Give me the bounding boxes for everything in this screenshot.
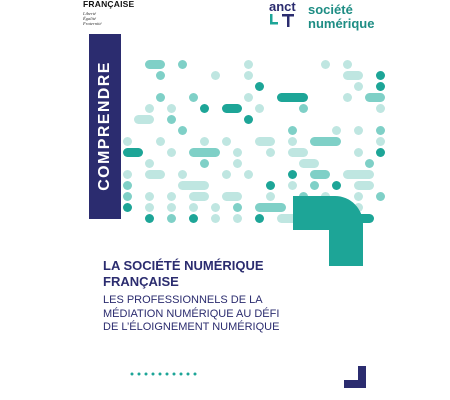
pattern-dot bbox=[211, 214, 220, 223]
pattern-dot bbox=[244, 93, 253, 102]
pattern-dot bbox=[332, 181, 341, 190]
pattern-dot bbox=[354, 82, 363, 91]
pattern-dot bbox=[145, 192, 154, 201]
anct-wordmark bbox=[308, 3, 374, 31]
pattern-capsule bbox=[310, 137, 341, 146]
pattern-dot bbox=[167, 192, 176, 201]
republic-motto bbox=[83, 11, 153, 26]
pattern-dot bbox=[244, 60, 253, 69]
pattern-dot bbox=[365, 159, 374, 168]
pattern-dot bbox=[354, 126, 363, 135]
pattern-dot bbox=[255, 82, 264, 91]
pattern-dot bbox=[233, 159, 242, 168]
pattern-dot bbox=[376, 192, 385, 201]
pattern-capsule bbox=[178, 181, 209, 190]
pattern-capsule bbox=[343, 170, 374, 179]
section-label: COMPRENDRE bbox=[96, 61, 113, 191]
pattern-dot bbox=[354, 148, 363, 157]
pattern-dot bbox=[310, 181, 319, 190]
pattern-dot bbox=[376, 126, 385, 135]
republique-francaise-logo bbox=[83, 0, 153, 26]
pattern-capsule bbox=[288, 148, 308, 157]
pattern-dot bbox=[233, 214, 242, 223]
pattern-dot bbox=[376, 82, 385, 91]
pattern-dot bbox=[145, 214, 154, 223]
pattern-dot bbox=[244, 71, 253, 80]
pattern-dot bbox=[222, 170, 231, 179]
anct-societe-numerique-logo bbox=[268, 0, 378, 36]
pattern-dot bbox=[288, 181, 297, 190]
pattern-capsule bbox=[365, 93, 385, 102]
pattern-dot bbox=[123, 170, 132, 179]
pattern-dot bbox=[255, 214, 264, 223]
pattern-dot bbox=[123, 181, 132, 190]
pattern-capsule bbox=[255, 203, 286, 212]
pattern-dot bbox=[178, 60, 187, 69]
pattern-dot bbox=[156, 93, 165, 102]
pattern-capsule bbox=[255, 137, 275, 146]
pattern-dot bbox=[189, 203, 198, 212]
pattern-dot bbox=[156, 137, 165, 146]
cover-subtitle-line3: DE L’ÉLOIGNEMENT NUMÉRIQUE bbox=[103, 321, 280, 333]
pattern-capsule bbox=[277, 93, 308, 102]
pattern-dot bbox=[189, 214, 198, 223]
cover-subtitle-line1: LES PROFESSIONNELS DE LA bbox=[103, 294, 263, 306]
dotted-divider bbox=[129, 371, 199, 377]
anct-mark-icon bbox=[268, 0, 306, 32]
anct-wordmark-line2: numérique bbox=[308, 16, 375, 31]
pattern-capsule bbox=[343, 71, 363, 80]
motto-egalite: Égalité bbox=[83, 16, 96, 21]
pattern-capsule bbox=[134, 115, 154, 124]
pattern-dot bbox=[189, 93, 198, 102]
corner-bracket-icon bbox=[344, 366, 366, 388]
pattern-dot bbox=[167, 115, 176, 124]
pattern-capsule bbox=[354, 181, 374, 190]
pattern-dot bbox=[266, 181, 275, 190]
pattern-dot bbox=[145, 104, 154, 113]
pattern-dot bbox=[167, 104, 176, 113]
pattern-dot bbox=[167, 214, 176, 223]
pattern-dot bbox=[200, 137, 209, 146]
pattern-dot bbox=[376, 71, 385, 80]
cover-title-line2: FRANÇAISE bbox=[103, 274, 179, 289]
pattern-dot bbox=[123, 203, 132, 212]
pattern-capsule bbox=[145, 60, 165, 69]
anct-wordmark-line1: société bbox=[308, 2, 353, 17]
pattern-capsule bbox=[189, 148, 220, 157]
pattern-dot bbox=[244, 115, 253, 124]
cover-subtitle-line2: MÉDIATION NUMÉRIQUE AU DÉFI bbox=[103, 307, 280, 320]
pattern-dot bbox=[145, 159, 154, 168]
teal-corner-shape bbox=[293, 196, 363, 266]
cover-title-line1: LA SOCIÉTÉ NUMÉRIQUE bbox=[103, 258, 264, 273]
pattern-dot bbox=[123, 192, 132, 201]
pattern-dot bbox=[222, 137, 231, 146]
motto-fraternite: Fraternité bbox=[83, 21, 102, 26]
pattern-dot bbox=[178, 126, 187, 135]
pattern-dot bbox=[321, 60, 330, 69]
pattern-dot bbox=[255, 104, 264, 113]
pattern-dot bbox=[332, 126, 341, 135]
pattern-dot bbox=[288, 126, 297, 135]
pattern-dot bbox=[343, 60, 352, 69]
pattern-capsule bbox=[145, 170, 165, 179]
anct-letters: anct bbox=[269, 0, 296, 14]
cover-title bbox=[103, 258, 313, 290]
pattern-dot bbox=[266, 192, 275, 201]
pattern-capsule bbox=[123, 148, 143, 157]
pattern-dot bbox=[200, 159, 209, 168]
pattern-dot bbox=[167, 203, 176, 212]
pattern-dot bbox=[299, 104, 308, 113]
pattern-capsule bbox=[189, 192, 209, 201]
pattern-dot bbox=[156, 71, 165, 80]
pattern-dot bbox=[145, 203, 154, 212]
pattern-dot bbox=[343, 93, 352, 102]
pattern-dot bbox=[288, 170, 297, 179]
pattern-dot bbox=[376, 148, 385, 157]
pattern-capsule bbox=[310, 170, 330, 179]
pattern-dot bbox=[288, 137, 297, 146]
pattern-dot bbox=[233, 203, 242, 212]
pattern-capsule bbox=[222, 192, 242, 201]
pattern-dot bbox=[376, 137, 385, 146]
republic-name: FRANÇAISE bbox=[83, 0, 135, 9]
pattern-dot bbox=[123, 137, 132, 146]
pattern-dot bbox=[167, 148, 176, 157]
pattern-dot bbox=[200, 104, 209, 113]
pattern-dot bbox=[211, 71, 220, 80]
pattern-dot bbox=[211, 203, 220, 212]
pattern-dot bbox=[266, 148, 275, 157]
pattern-capsule bbox=[222, 104, 242, 113]
pattern-dot bbox=[244, 170, 253, 179]
cover-subtitle bbox=[103, 294, 318, 335]
pattern-dot bbox=[376, 104, 385, 113]
pattern-dot bbox=[233, 148, 242, 157]
pattern-capsule bbox=[299, 159, 319, 168]
motto-liberte: Liberté bbox=[83, 11, 96, 16]
pattern-dot bbox=[178, 170, 187, 179]
